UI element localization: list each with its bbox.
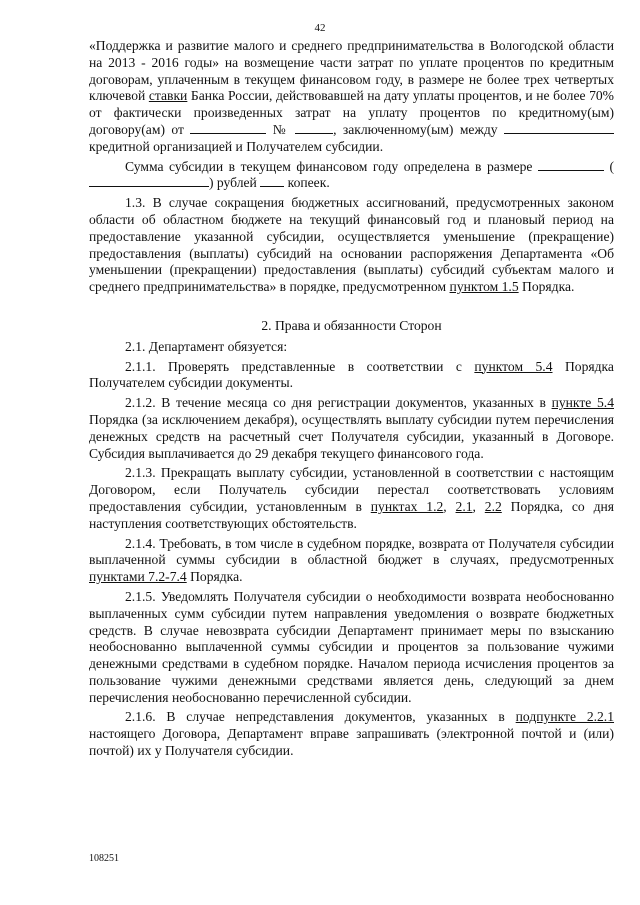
link-stavki[interactable]: ставки [148,88,188,104]
paragraph-1-3: 1.3. В случае сокращения бюджетных ассигнований, предусмотренных законом области об областном бюджете на текущий финансовый год и плановый период на предоставление указанной субсидии, осуществляется уменьшение (прекращение) предоставления (выплаты) субсидий на основании распоряжения Департамента «Об уменьшении (прекращении) предоставления (выплаты) субсидий субъектам малого и среднего предпринимательства» в порядке, предусмотренном пунктом 1.5 Порядка. [89,195,614,295]
paragraph-2-1-1: 2.1.1. Проверять представленные в соответствии с пунктом 5.4 Порядка Получателем субсидии документы. [89,358,614,391]
link-punkte-5-4[interactable]: пункте 5.4 [551,395,614,411]
link-podpunkt-2-2-1[interactable]: подпункте 2.2.1 [515,709,615,725]
document-body [89,38,614,763]
blank-amount-figures [538,159,604,171]
blank-amount-words [89,175,209,187]
link-punkt-5-4[interactable]: пунктом 5.4 [474,358,553,374]
page-number: 42 [314,22,326,34]
link-punktami-7-2-7-4[interactable]: пунктами 7.2-7.4 [89,569,187,585]
paragraph-2-1-2: 2.1.2. В течение месяца со дня регистрации документов, указанных в пункте 5.4 Порядка (за исключением декабря), осуществлять выплату субсидии путем перечисления денежных средств на расчетный счет Получателя субсидии, указанный в Договоре. Субсидия выплачивается до 29 декабря текущего финансового года. [89,395,614,461]
blank-contract-number [295,122,333,134]
paragraph-2-1-5: 2.1.5. Уведомлять Получателя субсидии о необходимости возврата необоснованно выплаченных сумм субсидии путем направления уведомления о возврате бюджетных средств. В случае невозврата субсидии Департамент принимает меры по взысканию необоснованно выплаченной суммы субсидии и процентов за пользование чужими денежными средствами в судебном порядке. Началом периода исчисления процентов за пользование чужими денежными средствами является день, следующий за днем перечисления необоснованно перечисленной субсидии. [89,588,614,705]
link-punkt-1-5[interactable]: пунктом 1.5 [449,279,519,295]
link-punktah-1-2[interactable]: пунктах 1.2 [370,498,444,514]
blank-bank-name [504,122,614,134]
paragraph-2-1: 2.1. Департамент обязуется: [125,338,288,354]
footer-code: 108251 [89,853,119,864]
blank-contract-date [190,122,266,134]
link-2-2[interactable]: 2.2 [484,498,502,514]
paragraph-subsidy-purpose: «Поддержка и развитие малого и среднего предпринимательства в Вологодской области на 2013 - 2016 годы» на возмещение части затрат по уплате процентов по кредитным договорам, уплаченным в текущем финансовом году, в размере не более трех четвертых ключевой ставки Банка России, действовавшей на дату уплаты процентов, и не более 70% от фактически произведенных затрат на уплату процентов по кредитному(ым) договору(ам) от № , заключенному(ым) между кредитной организацией и Получателем субсидии. [89,38,614,154]
paragraph-2-1-4: 2.1.4. Требовать, в том числе в судебном порядке, возврата от Получателя субсидии выплаченной суммы субсидии в областной бюджет в случаях, предусмотренных пунктами 7.2-7.4 Порядка. [89,535,614,585]
link-2-1[interactable]: 2.1 [455,498,473,514]
section-title: 2. Права и обязанности Сторон [261,317,442,333]
blank-kopecks [260,175,284,187]
paragraph-subsidy-amount: Сумма субсидии в текущем финансовом году определена в размере () рублей копеек. [89,159,614,193]
paragraph-2-1-3: 2.1.3. Прекращать выплату субсидии, установленной в соответствии с настоящим Договором, если Получатель субсидии перестал соответствовать условиям предоставления субсидии, установленным в пунктах 1.2, 2.1, 2.2 Порядка, со дня наступления соответствующих обстоятельств. [89,465,615,531]
paragraph-2-1-6: 2.1.6. В случае непредставления документов, указанных в подпункте 2.2.1 настоящего Договора, Департамент вправе запрашивать (электронной почтой и (или) почтой) их у Получателя субсидии. [89,709,615,759]
